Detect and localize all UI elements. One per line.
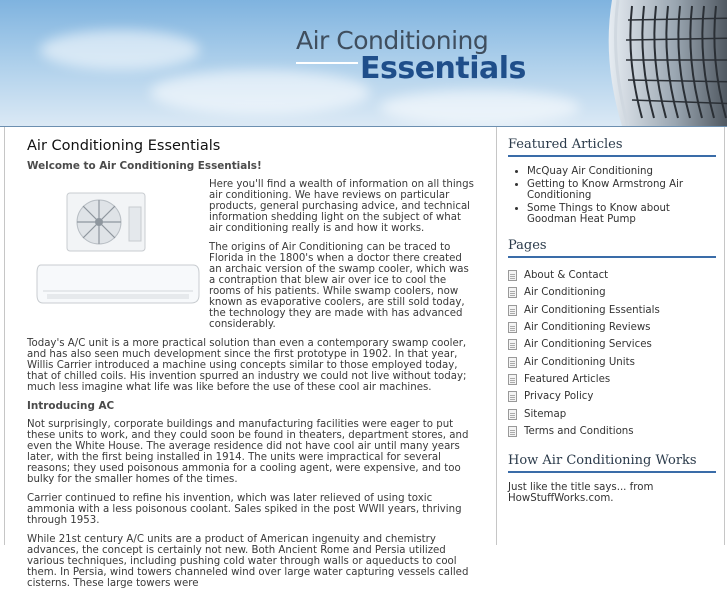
page-link-label[interactable]: Privacy Policy <box>524 391 594 403</box>
carrier-paragraph: Today's A/C unit is a more practical solution than even a contemporary swamp cooler, and has also seen much development since the first prototype in 1902. In that year, Willis Carrier introduced a machine using concepts similar to those employed today, that of chilled coils. His invention spurred an industry we could not live without today; much less imagine what life was like before the use of these cool air machines. <box>27 338 467 393</box>
page-link-label[interactable]: Featured Articles <box>524 373 611 385</box>
ac-grille-image <box>592 0 727 126</box>
page-icon <box>508 391 517 402</box>
page-link-label[interactable]: About & Contact <box>524 270 609 282</box>
page-link-label[interactable]: Sitemap <box>524 408 567 420</box>
featured-article-link[interactable]: • Getting to Know Armstrong Air Conditioning <box>527 179 716 201</box>
page-link-label[interactable]: Air Conditioning Services <box>524 339 652 351</box>
page-icon <box>508 374 517 385</box>
page-icon <box>508 322 517 333</box>
featured-article-link[interactable]: • Some Things to Know about Goodman Heat Pump <box>527 203 716 225</box>
site-header <box>0 0 727 127</box>
how-it-works-heading: How Air Conditioning Works <box>508 453 716 473</box>
page-link-reviews[interactable] <box>508 319 716 336</box>
page-link-label[interactable]: Terms and Conditions <box>524 425 634 437</box>
page-icon <box>508 305 517 316</box>
featured-articles-heading: Featured Articles <box>508 137 716 157</box>
page-link-air-conditioning[interactable] <box>508 284 716 301</box>
page-link-privacy[interactable] <box>508 388 716 405</box>
refine-paragraph: Carrier continued to refine his invention, which was later relieved of using toxic ammonia with a less poisonous coolant. Sales spiked in the post WWII years, thriving through 1953. <box>27 493 462 526</box>
page-link-services[interactable] <box>508 336 716 353</box>
page-icon <box>508 409 517 420</box>
page-link-about[interactable] <box>508 267 716 284</box>
logo-title-bottom[interactable]: Essentials <box>360 51 526 86</box>
cloud-decoration <box>150 70 370 115</box>
page-link-label[interactable]: Air Conditioning <box>524 287 606 299</box>
welcome-heading: Welcome to Air Conditioning Essentials! <box>27 160 262 172</box>
page-icon <box>508 357 517 368</box>
page-icon <box>508 270 517 281</box>
cloud-decoration <box>380 90 580 125</box>
main-content <box>27 137 477 597</box>
page-title[interactable]: Air Conditioning Essentials <box>27 138 221 154</box>
page-link-terms[interactable] <box>508 423 716 440</box>
buildings-paragraph: Not surprisingly, corporate buildings and manufacturing facilities were eager to put these units to work, and they could soon be found in theaters, department stores, and even the White House. The average residence did not have cool air until many years later, with the first being installed in 1914. The units were impractical for several reasons; they used poisonous ammonia for a cooling agent, were expensive, and too bulky for the smaller homes of the times. <box>27 419 469 485</box>
page-icon <box>508 287 517 298</box>
how-it-works-text: Just like the title says... from HowStuffWorks.com. <box>508 481 654 504</box>
intro-paragraph: Here you'll find a wealth of information on all things air conditioning. We have reviews on particular products, general purchasing advice, and technical information shedding light on the subject of what air conditioning really is and how it works. <box>209 179 474 234</box>
page-link-label[interactable]: Air Conditioning Units <box>524 356 635 368</box>
page-link-label[interactable]: Air Conditioning Essentials <box>524 304 660 316</box>
page-icon <box>508 426 517 437</box>
ac-units-image <box>33 183 203 333</box>
introducing-ac-heading: Introducing AC <box>27 400 115 412</box>
pages-list <box>508 267 716 440</box>
column-divider <box>496 127 497 545</box>
cloud-decoration <box>40 30 200 70</box>
page-link-label[interactable]: Air Conditioning Reviews <box>524 322 651 334</box>
origins-paragraph: The origins of Air Conditioning can be traced to Florida in the 1800's when a doctor there created an archaic version of the swamp cooler, which was a contraption that blew air over ice to cool the rooms of his patients. While swamp coolers, now known as evaporative coolers, are still sold today, the technology they are made with has advanced considerably. <box>209 242 469 330</box>
page-link-sitemap[interactable] <box>508 405 716 422</box>
page-body <box>4 127 725 589</box>
featured-article-link[interactable]: • McQuay Air Conditioning <box>527 166 716 177</box>
ancient-paragraph: While 21st century A/C units are a product of American ingenuity and chemistry advances, the concept is certainly not new. Both Ancient Rome and Persia utilized various techniques, including pushing cold water through walls or aqueducts to cool them. In Persia, wind towers channeled wind over large water capturing vessels called cisterns. These large towers were <box>27 534 469 589</box>
pages-heading: Pages <box>508 238 716 258</box>
featured-articles-list <box>508 166 716 225</box>
sidebar <box>508 137 716 504</box>
page-icon <box>508 339 517 350</box>
page-link-essentials[interactable] <box>508 302 716 319</box>
logo-title-top[interactable]: Air Conditioning <box>296 26 489 55</box>
logo-divider <box>296 62 358 64</box>
page-link-featured[interactable] <box>508 371 716 388</box>
page-link-units[interactable] <box>508 353 716 370</box>
